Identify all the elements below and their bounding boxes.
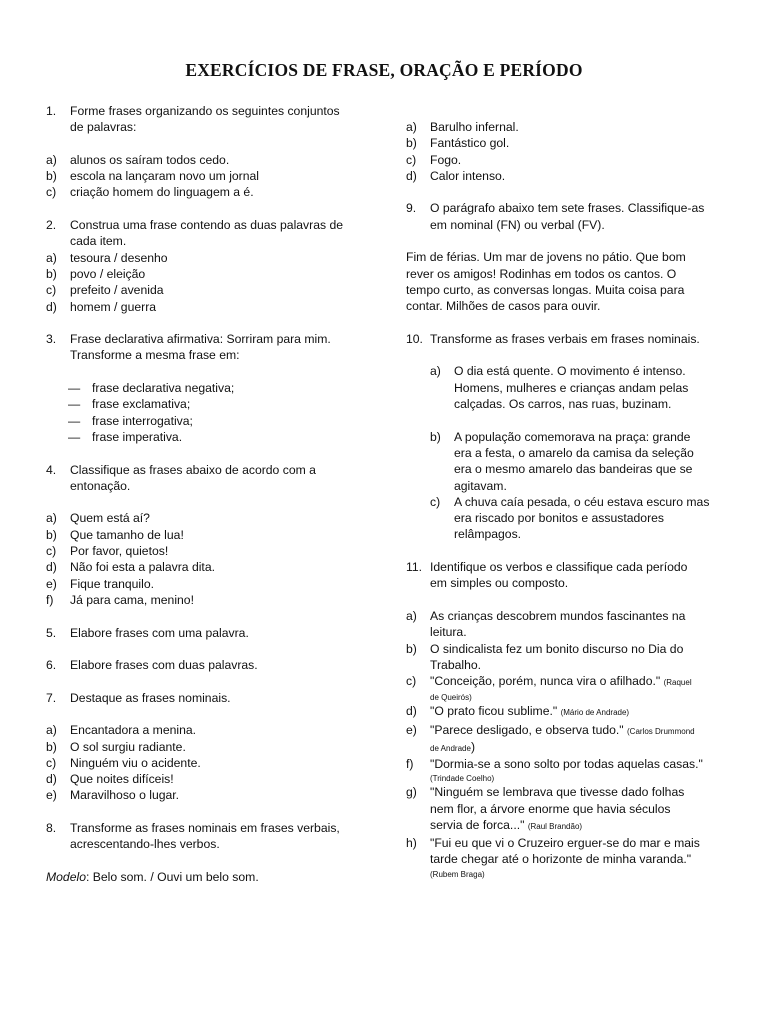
question-number: 4. (46, 462, 57, 477)
list-item: — frase exclamativa; (68, 397, 191, 412)
question-text: Elabore frases com duas palavras. (70, 658, 258, 673)
question-10 (406, 331, 736, 347)
list-item: b) Que tamanho de lua! (46, 527, 184, 542)
question-2 (46, 217, 368, 233)
list-item: c) Por favor, quietos! (46, 544, 169, 559)
question-number: 10. (406, 331, 423, 346)
list-item: a) As crianças descobrem mundos fascinantes na leitura. (406, 608, 686, 640)
question-1 (46, 103, 368, 119)
question-number: 6. (46, 658, 57, 673)
list-item: c) A chuva caía pesada, o céu estava escuro mas era riscado por bonitos e assustadores relâmpagos. (430, 494, 710, 542)
model-text: : Belo som. / Ouvi um belo som. (85, 869, 259, 884)
list-item: d) Não foi esta a palavra dita. (46, 560, 215, 575)
list-item: b) Fantástico gol. (406, 136, 510, 151)
paragraph: Fim de férias. Um mar de jovens no pátio. Que bom rever os amigos! Rodinhas em todos os cantos. O tempo curto, as conversas longas. Muita coisa para contar. Milhões de casos para ouvir. (406, 250, 686, 314)
question-6 (46, 657, 368, 673)
list-item: b) O sindicalista fez um bonito discurso no Dia do Trabalho. (406, 641, 684, 672)
list-item: f) Já para cama, menino! (46, 592, 194, 607)
question-number: 7. (46, 690, 57, 705)
question-text: Transforme as frases verbais em frases nominais. (430, 331, 700, 346)
citation: (Mário de Andrade) (560, 708, 630, 718)
question-number: 3. (46, 332, 57, 347)
question-number: 5. (46, 625, 57, 640)
question-text: Elabore frases com uma palavra. (70, 625, 249, 640)
question-number: 8. (46, 821, 57, 836)
question-number: 11. (406, 560, 423, 575)
list-item: b) A população comemorava na praça: grande era a festa, o amarelo da camisa da seleção era o mesmo amarelo das bandeiras que se agitavam. (430, 429, 694, 493)
question-3 (46, 331, 368, 347)
list-item: c) Ninguém viu o acidente. (46, 755, 201, 770)
question-8 (46, 820, 368, 836)
question-text: O parágrafo abaixo tem sete frases. Classifique-as (430, 201, 705, 216)
list-item: a) Barulho infernal. (406, 120, 519, 134)
list-item: c) prefeito / avenida (46, 283, 164, 298)
list-item: d) "O prato ficou sublime." (Mário de Andrade) (406, 704, 630, 719)
list-item: b) povo / eleição (46, 266, 146, 281)
list-item: d) Calor intenso. (406, 168, 506, 183)
dash-bullet: — (68, 429, 81, 444)
list-item: e) "Parece desligado, e observa tudo." (Carlos Drummond de Andrade) (406, 722, 695, 754)
list-item: b) escola na lançaram novo um jornal (46, 169, 260, 184)
dash-bullet: — (68, 397, 81, 412)
list-item: e) Fique tranquilo. (46, 576, 155, 591)
page-title: EXERCÍCIOS DE FRASE, ORAÇÃO E PERÍODO (185, 60, 583, 80)
dash-bullet: — (68, 413, 81, 428)
list-item: c) criação homem do linguagem a é. (46, 185, 254, 200)
list-item: a) O dia está quente. O movimento é intenso. Homens, mulheres e crianças andam pelas calçadas. Os carros, nas ruas, buzinam. (430, 364, 689, 412)
list-item: a) Quem está aí? (46, 511, 150, 526)
question-text: de palavras: (70, 120, 137, 135)
question-text: acrescentando-lhes verbos. (70, 837, 220, 852)
list-item: a) alunos os saíram todos cedo. (46, 152, 230, 167)
question-number: 9. (406, 201, 417, 216)
question-text: cada item. (70, 234, 127, 249)
list-item: h) "Fui eu que vi o Cruzeiro erguer-se do mar e mais tarde chegar até o horizonte de minha varanda." (Rubem Braga) (406, 836, 700, 879)
list-item: d) Que noites difíceis! (46, 772, 174, 787)
question-text: Classifique as frases abaixo de acordo com a (70, 462, 316, 477)
list-item: d) homem / guerra (46, 299, 157, 314)
citation: (Trindade Coelho) (430, 774, 495, 784)
question-text: Identifique os verbos e classifique cada período (430, 560, 688, 575)
question-text: Forme frases organizando os seguintes conjuntos (70, 104, 340, 118)
list-item: c) "Conceição, porém, nunca vira o afilhado." (Raquel de Queirós) (406, 674, 692, 703)
right-column (406, 119, 736, 880)
list-item: a) Encantadora a menina. (46, 723, 197, 738)
list-item: b) O sol surgiu radiante. (46, 739, 186, 754)
list-item: f) "Dormia-se a sono solto por todas aquelas casas." (Trindade Coelho) (406, 756, 703, 784)
question-text: Transforme a mesma frase em: (70, 348, 240, 363)
citation: (Raquel (663, 678, 692, 688)
question-text: entonação. (70, 478, 131, 493)
question-7 (46, 690, 368, 706)
citation: (Carlos Drummond (627, 726, 695, 736)
citation: (Raul Brandão) (527, 821, 583, 831)
list-item: — frase imperativa. (68, 429, 183, 444)
citation: de Queirós) (430, 693, 472, 703)
list-item: e) Maravilhoso o lugar. (46, 788, 180, 803)
question-text: Transforme as frases nominais em frases verbais, (70, 821, 340, 836)
question-text: em simples ou composto. (430, 576, 569, 591)
list-item: g) "Ninguém se lembrava que tivesse dado folhas nem flor, a árvore enorme que havia séculos servia de forca..." (Raul Brandão) (406, 785, 685, 832)
question-9 (406, 200, 736, 216)
citation: de Andrade (430, 743, 471, 753)
question-number: 1. (46, 104, 57, 118)
question-text: Frase declarativa afirmativa: Sorriram para mim. (70, 332, 331, 347)
citation: (Rubem Braga) (430, 869, 485, 879)
question-number: 2. (46, 218, 57, 233)
question-4 (46, 462, 368, 478)
model-example (46, 869, 368, 885)
question-11 (406, 559, 736, 575)
list-item: — frase interrogativa; (68, 413, 193, 428)
question-5 (46, 625, 368, 641)
list-item: — frase declarativa negativa; (68, 381, 235, 396)
model-label: Modelo (46, 869, 86, 884)
question-text: Destaque as frases nominais. (70, 690, 231, 705)
list-item: a) tesoura / desenho (46, 250, 168, 265)
left-column (46, 103, 368, 885)
question-text: em nominal (FN) ou verbal (FV). (430, 217, 605, 232)
dash-bullet: — (68, 381, 81, 396)
question-text: Construa uma frase contendo as duas palavras de (70, 218, 344, 233)
list-item: c) Fogo. (406, 152, 462, 167)
